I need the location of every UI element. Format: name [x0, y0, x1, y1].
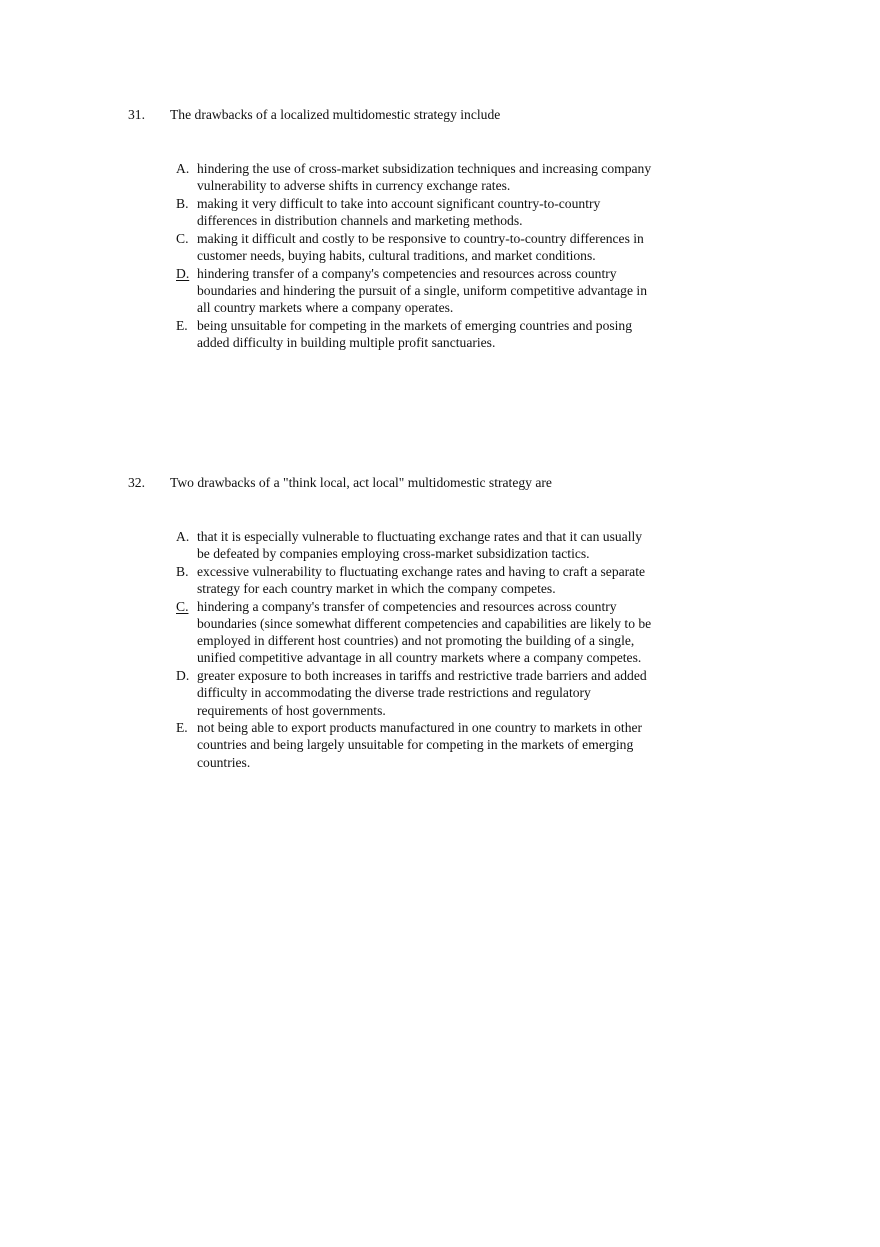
option-text: hindering transfer of a company's competencies and resources across country boundaries and hindering the pursuit of a single, uniform competitive advantage in all country markets where a company operates.: [197, 265, 647, 316]
answer-option-a: [176, 160, 656, 194]
question-number: 31.: [128, 107, 145, 122]
answer-option-b: [176, 195, 656, 229]
option-text: making it very difficult to take into account significant country-to-country differences in distribution channels and marketing methods.: [197, 195, 601, 229]
answer-option-a: [176, 528, 656, 562]
question-number: 32.: [128, 475, 145, 490]
option-letter: E.: [176, 720, 188, 736]
answer-option-e: [176, 317, 656, 351]
option-text: hindering a company's transfer of competencies and resources across country boundaries (since somewhat different competencies and capabilities are likely to be employed in different host countries) and not promoting the building of a single, unified competitive advantage in all country markets where a company competes.: [197, 598, 652, 666]
answer-option-d: [176, 265, 656, 317]
option-text: excessive vulnerability to fluctuating exchange rates and having to craft a separate strategy for each country market in which the company competes.: [197, 563, 646, 597]
option-text: that it is especially vulnerable to fluctuating exchange rates and that it can usually be defeated by companies employing cross-market subsidization tactics.: [197, 529, 643, 562]
option-letter-correct: C.: [176, 598, 189, 614]
question-stem: [128, 106, 748, 123]
question-text: Two drawbacks of a "think local, act local" multidomestic strategy are: [170, 475, 552, 490]
option-letter: A.: [176, 529, 190, 544]
option-letter: E.: [176, 317, 188, 333]
option-letter: C.: [176, 230, 189, 246]
question-stem: [128, 474, 748, 491]
option-text: being unsuitable for competing in the markets of emerging countries and posing added difficulty in building multiple profit sanctuaries.: [197, 317, 633, 351]
answer-options: [176, 160, 656, 352]
option-letter: D.: [176, 668, 190, 684]
answer-option-e: [176, 719, 656, 771]
answer-option-c: [176, 598, 656, 667]
option-text: hindering the use of cross-market subsidization techniques and increasing company vulnerability to adverse shifts in currency exchange rates.: [197, 161, 652, 194]
question-text: The drawbacks of a localized multidomestic strategy include: [170, 107, 501, 122]
answer-options: [176, 528, 656, 771]
option-text: making it difficult and costly to be responsive to country-to-country differences in customer needs, buying habits, cultural traditions, and market conditions.: [197, 230, 644, 264]
option-letter: B.: [176, 563, 189, 579]
option-letter: A.: [176, 161, 190, 176]
answer-option-b: [176, 563, 656, 597]
option-text: not being able to export products manufactured in one country to markets in other countries and being largely unsuitable for competing in the markets of emerging countries.: [197, 720, 643, 770]
answer-option-c: [176, 230, 656, 264]
option-letter-correct: D.: [176, 265, 190, 281]
option-letter: B.: [176, 195, 189, 211]
answer-option-d: [176, 667, 656, 719]
option-text: greater exposure to both increases in tariffs and restrictive trade barriers and added difficulty in accommodating the diverse trade restrictions and regulatory requirements of host governments.: [197, 668, 647, 718]
